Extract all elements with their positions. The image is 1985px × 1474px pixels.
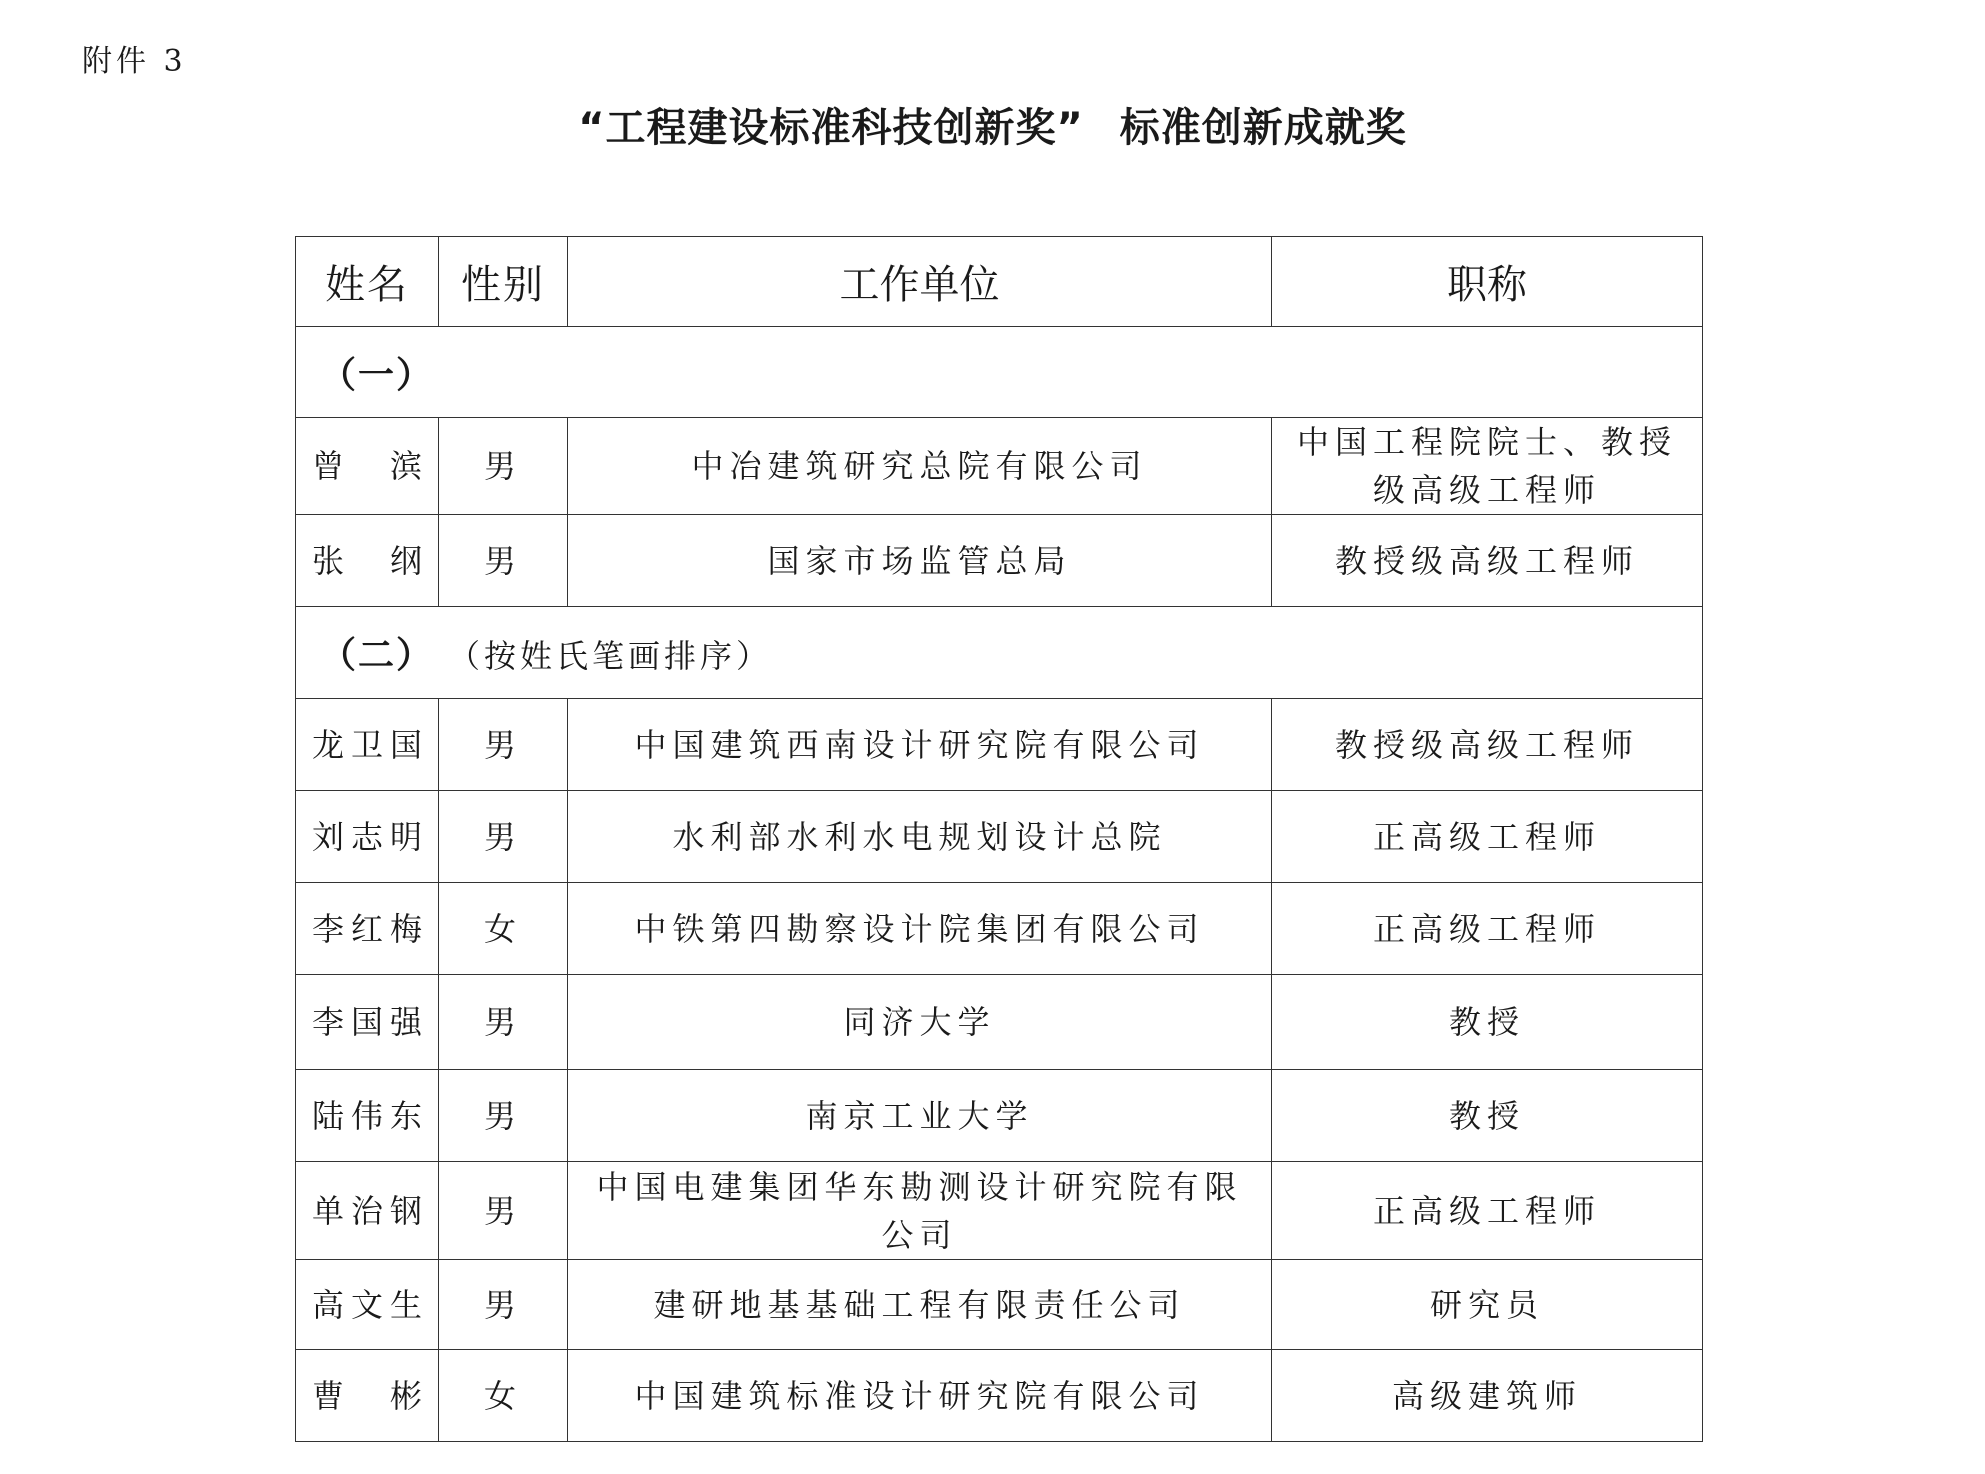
cell-unit: 建研地基基础工程有限责任公司 [568,1260,1272,1350]
section-one-cell [296,327,1703,418]
title-award-category: 标准创新成就奖 [1119,105,1407,151]
cell-name: 张纲 [296,515,439,607]
section-two-row [296,607,1703,699]
header-unit: 工作单位 [568,237,1272,327]
cell-gender: 男 [439,791,568,883]
cell-name: 龙卫国 [296,699,439,791]
cell-title: 研究员 [1272,1260,1703,1350]
table-row [296,699,1703,791]
cell-title: 教授 [1272,975,1703,1070]
section-one-row [296,327,1703,418]
section-two-label: （二） [320,635,435,676]
cell-title: 教授 [1272,1070,1703,1162]
table-row [296,883,1703,975]
cell-title: 教授级高级工程师 [1272,699,1703,791]
table-row [296,1260,1703,1350]
table-header-row [296,237,1703,327]
table-row [296,975,1703,1070]
cell-gender: 男 [439,1260,568,1350]
awardees-table [295,236,1703,1442]
header-gender: 性别 [439,237,568,327]
cell-unit: 中国电建集团华东勘测设计研究院有限公司 [568,1162,1272,1260]
cell-unit: 南京工业大学 [568,1070,1272,1162]
cell-gender: 男 [439,699,568,791]
cell-title: 正高级工程师 [1272,883,1703,975]
document-title [0,96,1985,153]
section-one-label: （一） [320,354,435,396]
table-row [296,418,1703,515]
cell-name: 单治钢 [296,1162,439,1260]
cell-unit: 国家市场监管总局 [568,515,1272,607]
title-award-name: “工程建设标准科技创新奖” [578,105,1084,151]
cell-title: 教授级高级工程师 [1272,515,1703,607]
cell-title: 高级建筑师 [1272,1350,1703,1442]
cell-name: 李红梅 [296,883,439,975]
cell-unit: 水利部水利水电规划设计总院 [568,791,1272,883]
cell-gender: 女 [439,1350,568,1442]
cell-unit: 中国建筑西南设计研究院有限公司 [568,699,1272,791]
cell-unit: 中铁第四勘察设计院集团有限公司 [568,883,1272,975]
cell-unit: 中国建筑标准设计研究院有限公司 [568,1350,1272,1442]
cell-gender: 女 [439,883,568,975]
table-row [296,1350,1703,1442]
cell-title: 正高级工程师 [1272,791,1703,883]
cell-name: 刘志明 [296,791,439,883]
cell-unit: 同济大学 [568,975,1272,1070]
table-row [296,1162,1703,1260]
attachment-label: 附件 3 [82,44,187,79]
section-two-note: （按姓氏笔画排序） [464,637,773,675]
cell-name: 陆伟东 [296,1070,439,1162]
cell-name: 曹彬 [296,1350,439,1442]
cell-name: 李国强 [296,975,439,1070]
cell-gender: 男 [439,1070,568,1162]
table-row [296,1070,1703,1162]
cell-name: 高文生 [296,1260,439,1350]
table-row [296,791,1703,883]
cell-gender: 男 [439,515,568,607]
cell-gender: 男 [439,418,568,515]
cell-title: 正高级工程师 [1272,1162,1703,1260]
cell-title: 中国工程院院士、教授级高级工程师 [1272,418,1703,515]
cell-gender: 男 [439,975,568,1070]
section-two-cell [296,607,1703,699]
cell-unit: 中冶建筑研究总院有限公司 [568,418,1272,515]
cell-name: 曾滨 [296,418,439,515]
cell-gender: 男 [439,1162,568,1260]
header-title: 职称 [1272,237,1703,327]
header-name: 姓名 [296,237,439,327]
table-row [296,515,1703,607]
